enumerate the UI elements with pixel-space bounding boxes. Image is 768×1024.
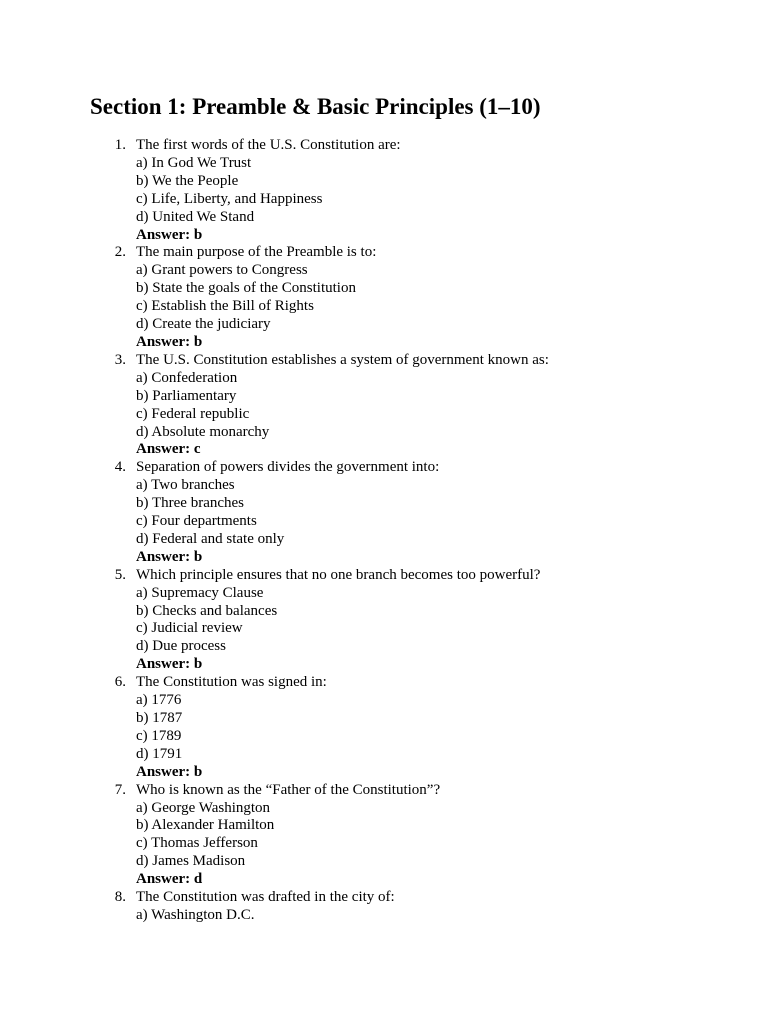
question-item	[0, 782, 768, 889]
option-c: c) Judicial review	[136, 620, 243, 637]
answer-key: Answer: c	[136, 441, 201, 458]
option-b: b) Parliamentary	[136, 387, 237, 404]
option-c: c) 1789	[136, 727, 182, 744]
option-a: a) Confederation	[136, 369, 238, 386]
question-text: Who is known as the “Father of the Constitution”?	[136, 781, 441, 798]
answer-key: Answer: b	[136, 548, 203, 565]
option-a: a) In God We Trust	[136, 154, 252, 171]
question-text: Separation of powers divides the government into:	[136, 459, 440, 476]
question-item	[0, 352, 768, 459]
option-b: b) We the People	[136, 172, 239, 189]
question-number: 3.	[114, 351, 126, 368]
option-b: b) 1787	[136, 710, 183, 726]
question-number: 5.	[114, 566, 126, 583]
question-item	[0, 244, 768, 351]
question-text: The Constitution was drafted in the city of:	[136, 889, 395, 906]
question-item	[0, 674, 768, 781]
option-d: d) Due process	[136, 638, 226, 655]
question-text: The main purpose of the Preamble is to:	[136, 244, 377, 261]
option-b: b) Alexander Hamilton	[136, 817, 275, 834]
question-item	[0, 889, 768, 925]
option-b: b) Three branches	[136, 495, 245, 512]
question-number: 7.	[114, 781, 126, 798]
question-number: 2.	[114, 244, 126, 261]
option-a: a) Washington D.C.	[136, 906, 255, 923]
option-c: c) Thomas Jefferson	[136, 835, 258, 852]
section-title: Section 1: Preamble & Basic Principles (1–10)	[90, 94, 541, 119]
option-d: d) United We Stand	[136, 208, 255, 225]
option-c: c) Federal republic	[136, 405, 250, 422]
option-d: d) Absolute monarchy	[136, 423, 270, 440]
question-number: 4.	[114, 459, 126, 476]
question-item	[0, 567, 768, 674]
option-c: c) Establish the Bill of Rights	[136, 298, 314, 315]
option-a: a) George Washington	[136, 799, 271, 816]
option-a: a) Grant powers to Congress	[136, 262, 308, 279]
question-text: The first words of the U.S. Constitution are:	[136, 137, 401, 153]
answer-key: Answer: d	[136, 871, 203, 888]
option-b: b) State the goals of the Constitution	[136, 280, 356, 297]
option-d: d) 1791	[136, 745, 183, 762]
answer-key: Answer: b	[136, 333, 203, 350]
question-item	[0, 137, 768, 244]
option-d: d) Federal and state only	[136, 530, 285, 547]
question-item	[0, 459, 768, 566]
option-b: b) Checks and balances	[136, 602, 278, 619]
option-c: c) Life, Liberty, and Happiness	[136, 190, 323, 207]
option-d: d) Create the judiciary	[136, 316, 271, 333]
answer-key: Answer: b	[136, 763, 203, 780]
option-c: c) Four departments	[136, 513, 257, 530]
answer-key: Answer: b	[136, 656, 203, 673]
option-a: a) 1776	[136, 692, 182, 709]
question-text: The U.S. Constitution establishes a system of government known as:	[136, 351, 549, 368]
question-text: Which principle ensures that no one branch becomes too powerful?	[136, 566, 541, 583]
option-d: d) James Madison	[136, 853, 246, 870]
question-number: 8.	[114, 889, 126, 906]
answer-key: Answer: b	[136, 226, 203, 243]
option-a: a) Two branches	[136, 477, 235, 494]
question-number: 6.	[114, 674, 126, 691]
question-number: 1.	[114, 137, 126, 153]
option-a: a) Supremacy Clause	[136, 584, 264, 601]
question-text: The Constitution was signed in:	[136, 674, 327, 691]
question-list	[0, 137, 768, 925]
